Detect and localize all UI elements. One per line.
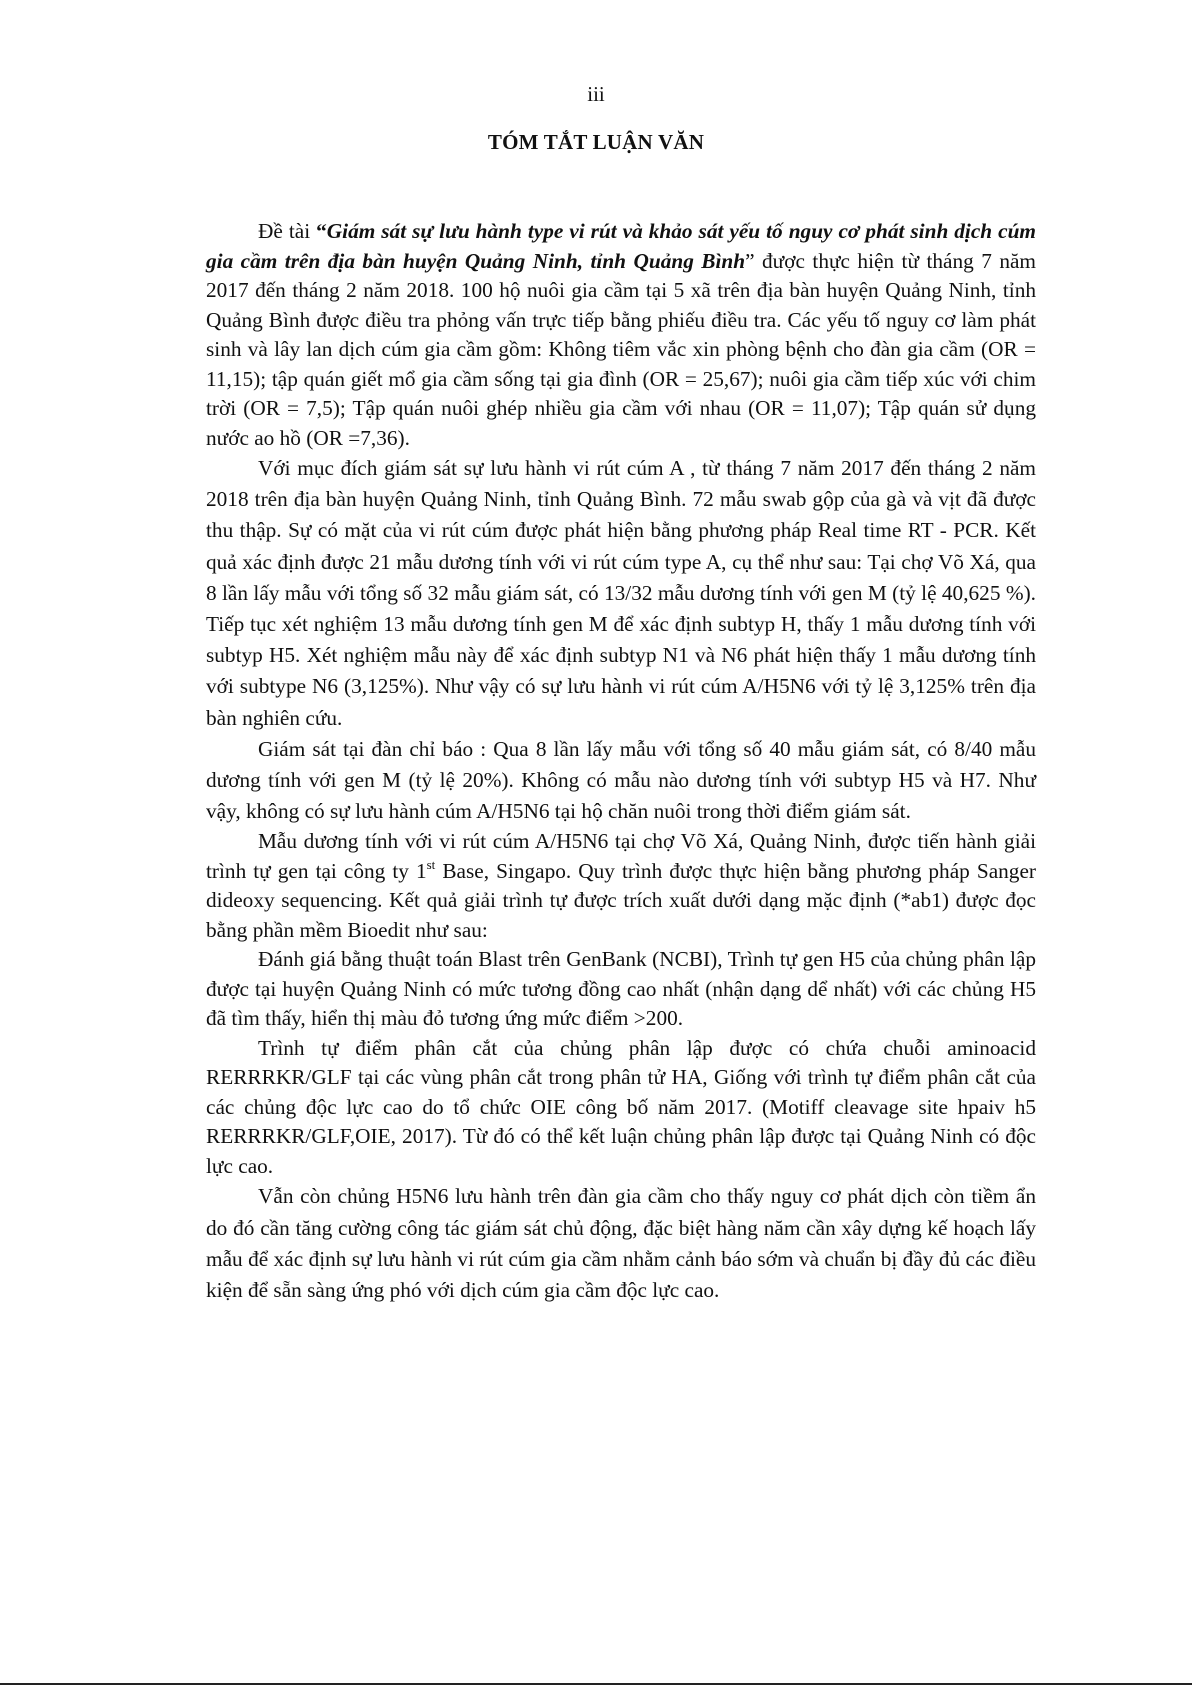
- paragraph-sequencing: [206, 827, 1036, 945]
- thesis-topic: Giám sát sự lưu hành type vi rút và khảo sát yếu tố nguy cơ phát sinh dịch cúm gia cầm trên địa bàn huyện Quảng Ninh, tỉnh Quảng Bình: [206, 219, 1036, 273]
- paragraph-surveillance: Với mục đích giám sát sự lưu hành vi rút cúm A , từ tháng 7 năm 2017 đến tháng 2 năm 2018 trên địa bàn huyện Quảng Ninh, tỉnh Quảng Bình. 72 mẫu swab gộp của gà và vịt đã được thu thập. Sự có mặt của vi rút cúm được phát hiện bằng phương pháp Real time RT - PCR. Kết quả xác định được 21 mẫu dương tính với vi rút cúm type A, cụ thể như sau: Tại chợ Võ Xá, qua 8 lần lấy mẫu với tổng số 32 mẫu giám sát, có 13/32 mẫu dương tính với gen M (tỷ lệ 40,625 %). Tiếp tục xét nghiệm 13 mẫu dương tính gen M để xác định subtyp H, thấy 1 mẫu dương tính với subtyp H5. Xét nghiệm mẫu này để xác định subtyp N1 và N6 phát hiện thấy 1 mẫu dương tính với subtype N6 (3,125%). Như vậy có sự lưu hành vi rút cúm A/H5N6 với tỷ lệ 3,125% trên địa bàn nghiên cứu.: [206, 456, 1036, 730]
- paragraph-sequencing-after: Base, Singapo. Quy trình được thực hiện bằng phương pháp Sanger dideoxy sequencing. Kết quả giải trình tự được trích xuất dưới dạng mặc định (*ab1) được đọc bằng phần mềm Bioedit như sau:: [206, 858, 1036, 942]
- paragraph-sequencing-before: Mẫu dương tính với vi rút cúm A/H5N6 tại chợ Võ Xá, Quảng Ninh, được tiến hành giải trình tự gen tại công ty 1: [206, 829, 1036, 883]
- paragraph-topic: [206, 217, 1036, 453]
- paragraph-intro: Đề tài: [258, 219, 317, 243]
- page-number: iii: [587, 82, 605, 106]
- ordinal-superscript: st: [426, 856, 436, 872]
- paragraph-sentinel-flock: Giám sát tại đàn chỉ báo : Qua 8 lần lấy mẫu với tổng số 40 mẫu giám sát, có 8/40 mẫu dương tính với gen M (tỷ lệ 20%). Không có mẫu nào dương tính với subtyp H5 và H7. Như vậy, không có sự lưu hành cúm A/H5N6 tại hộ chăn nuôi trong thời điểm giám sát.: [206, 736, 1036, 824]
- close-quote: ”: [745, 248, 755, 273]
- summary-body: [206, 217, 1036, 1306]
- paragraph-cleavage-site: Trình tự điểm phân cắt của chủng phân lập được có chứa chuỗi aminoacid RERRRKR/GLF tại các vùng phân cắt trong phân tử HA, Giống với trình tự điểm phân cắt của các chủng độc lực cao do tổ chức OIE công bố năm 2017. (Motiff cleavage site hpaiv h5 RERRRKR/GLF,OIE, 2017). Từ đó có thể kết luận chủng phân lập được tại Quảng Ninh có độc lực cao.: [206, 1035, 1036, 1178]
- paragraph-blast: Đánh giá bằng thuật toán Blast trên GenBank (NCBI), Trình tự gen H5 của chủng phân lập được tại huyện Quảng Ninh có mức tương đồng cao nhất (nhận dạng dể nhất) với các chủng H5 đã tìm thấy, hiển thị màu đỏ tương ứng mức điểm >200.: [206, 947, 1036, 1031]
- paragraph-conclusion: Vẫn còn chủng H5N6 lưu hành trên đàn gia cầm cho thấy nguy cơ phát dịch còn tiềm ẩn do đó cần tăng cường công tác giám sát chủ động, đặc biệt hàng năm cần xây dựng kế hoạch lấy mẫu để xác định sự lưu hành vi rút cúm gia cầm nhằm cảnh báo sớm và chuẩn bị đầy đủ các điều kiện để sẵn sàng ứng phó với dịch cúm gia cầm độc lực cao.: [206, 1184, 1036, 1303]
- open-quote: “: [316, 219, 327, 243]
- paragraph-topic-rest: được thực hiện từ tháng 7 năm 2017 đến tháng 2 năm 2018. 100 hộ nuôi gia cầm tại 5 xã trên địa bàn huyện Quảng Ninh, tỉnh Quảng Bình được điều tra phỏng vấn trực tiếp bằng phiếu điều tra. Các yếu tố nguy cơ làm phát sinh và lây lan dịch cúm gia cầm gồm: Không tiêm vắc xin phòng bệnh cho đàn gia cầm (OR = 11,15); tập quán giết mổ gia cầm sống tại gia đình (OR = 25,67); nuôi gia cầm tiếp xúc với chim trời (OR = 7,5); Tập quán nuôi ghép nhiều gia cầm với nhau (OR = 11,07); Tập quán sử dụng nước ao hồ (OR =7,36).: [206, 248, 1036, 450]
- page-title: TÓM TẮT LUẬN VĂN: [487, 130, 705, 154]
